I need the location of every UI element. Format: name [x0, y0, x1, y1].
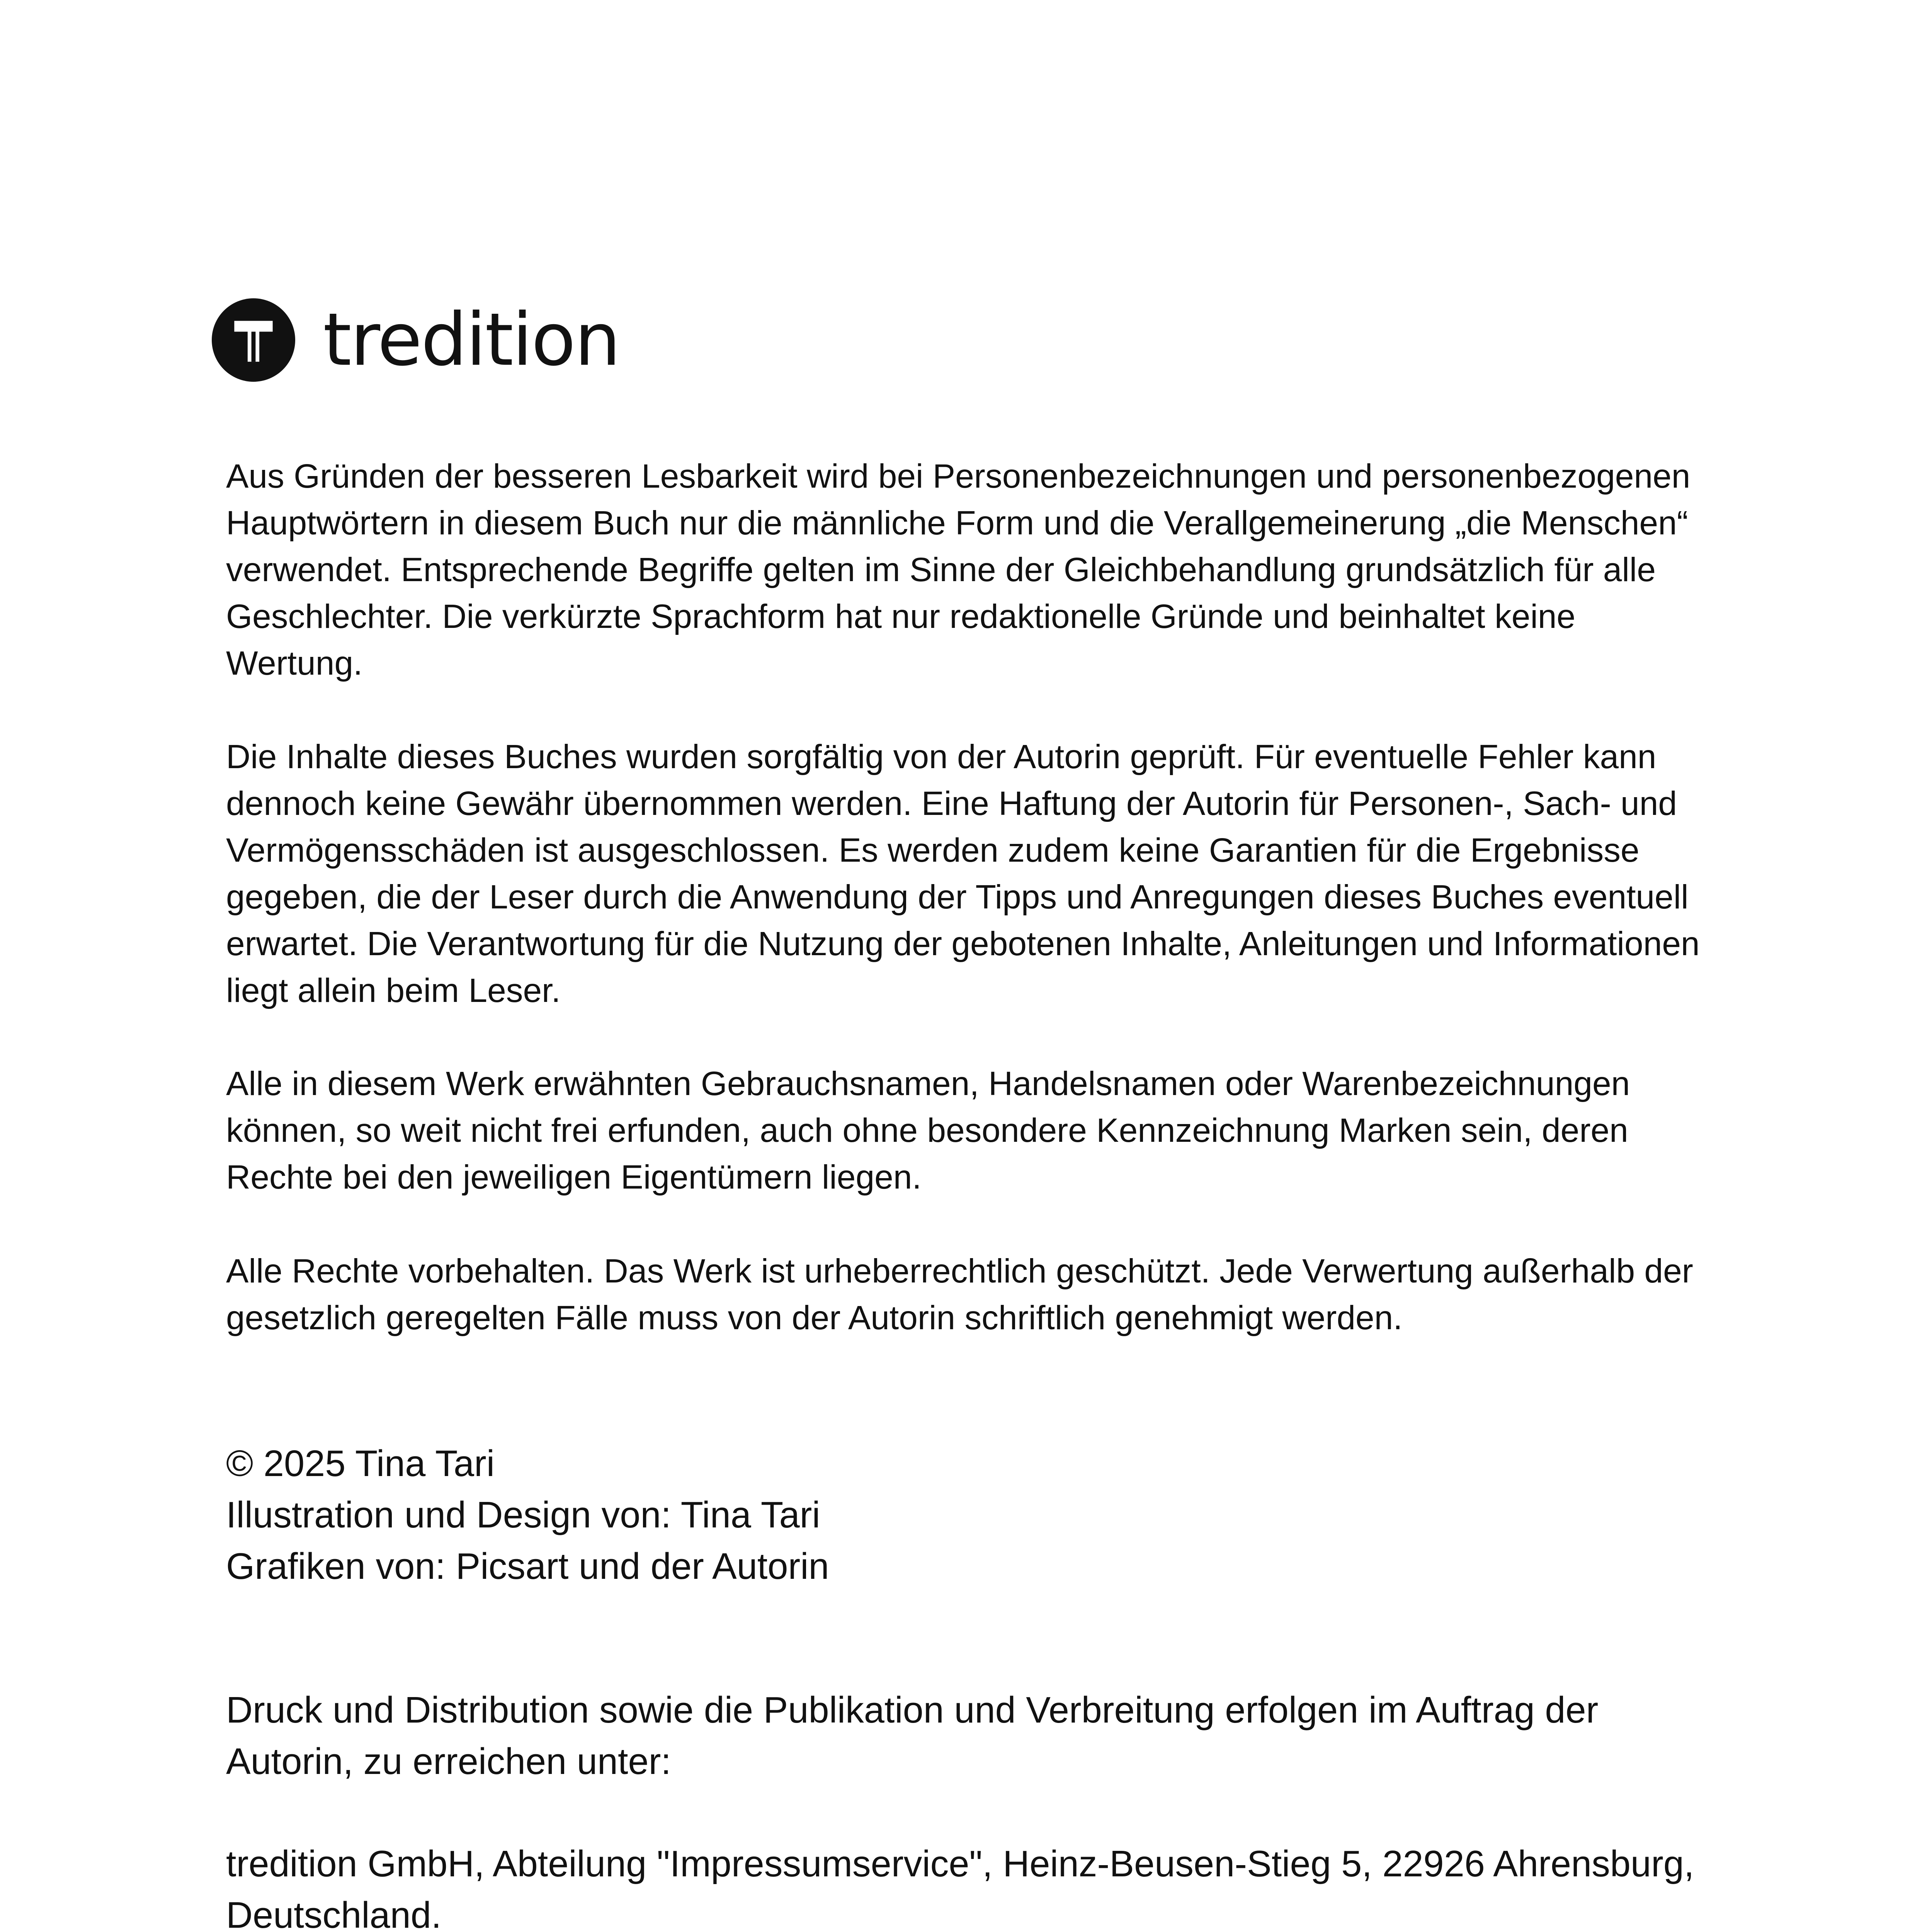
copyright-line: © 2025 Tina Tari: [226, 1443, 495, 1484]
text-line: können, so weit nicht frei erfunden, auch ohne besondere Kennzeichnung Marken sein, deren: [226, 1111, 1628, 1149]
copyright-notice: [226, 1248, 1803, 1341]
text-line: Alle in diesem Werk erwähnten Gebrauchsnamen, Handelsnamen oder Warenbezeichnungen: [226, 1065, 1630, 1102]
text-line: Wertung.: [226, 644, 363, 682]
text-line: Deutschland.: [226, 1895, 442, 1932]
text-line: Die Inhalte dieses Buches wurden sorgfältig von der Autorin geprüft. Für eventuelle Fehler kann: [226, 738, 1656, 776]
text-line: erwartet. Die Verantwortung für die Nutzung der gebotenen Inhalte, Anleitungen und Informationen: [226, 925, 1700, 963]
text-line: Alle Rechte vorbehalten. Das Werk ist urheberrechtlich geschützt. Jede Verwertung außerhalb der: [226, 1252, 1693, 1290]
trademark-notice: [226, 1060, 1803, 1201]
text-line: gesetzlich geregelten Fälle muss von der Autorin schriftlich genehmigt werden.: [226, 1299, 1403, 1337]
illustration-credit: Illustration und Design von: Tina Tari: [226, 1495, 820, 1536]
text-line: gegeben, die der Leser durch die Anwendung der Tipps und Anregungen dieses Buches eventuell: [226, 878, 1689, 916]
publisher-logo: [212, 298, 619, 383]
text-line: Hauptwörtern in diesem Buch nur die männliche Form und die Verallgemeinerung „die Menschen“: [226, 504, 1688, 542]
text-line: Druck und Distribution sowie die Publikation und Verbreitung erfolgen im Auftrag der: [226, 1690, 1599, 1731]
text-line: Rechte bei den jeweiligen Eigentümern liegen.: [226, 1158, 922, 1196]
text-line: Geschlechter. Die verkürzte Sprachform hat nur redaktionelle Gründe und beinhaltet keine: [226, 597, 1576, 635]
credits-block: [226, 1438, 1803, 1592]
text-line: Autorin, zu erreichen unter:: [226, 1741, 671, 1782]
tredition-logo-icon: [212, 298, 295, 382]
text-line: liegt allein beim Leser.: [226, 971, 561, 1009]
text-line: verwendet. Entsprechende Begriffe gelten im Sinne der Gleichbehandlung grundsätzlich für alle: [226, 551, 1656, 588]
distribution-notice: [226, 1685, 1803, 1787]
text-line: Aus Gründen der besseren Lesbarkeit wird bei Personenbezeichnungen und personenbezogenen: [226, 457, 1690, 495]
text-line: Vermögensschäden ist ausgeschlossen. Es werden zudem keine Garantien für die Ergebnisse: [226, 831, 1639, 869]
text-line: tredition GmbH, Abteilung "Impressumservice", Heinz-Beusen-Stieg 5, 22926 Ahrensburg,: [226, 1844, 1694, 1884]
graphics-credit: Grafiken von: Picsart und der Autorin: [226, 1546, 829, 1587]
liability-disclaimer: [226, 733, 1803, 1014]
publisher-wordmark: tredition: [323, 298, 620, 382]
readability-notice: [226, 453, 1803, 687]
text-line: dennoch keine Gewähr übernommen werden. Eine Haftung der Autorin für Personen-, Sach- und: [226, 784, 1677, 822]
publisher-address: [226, 1838, 1803, 1932]
